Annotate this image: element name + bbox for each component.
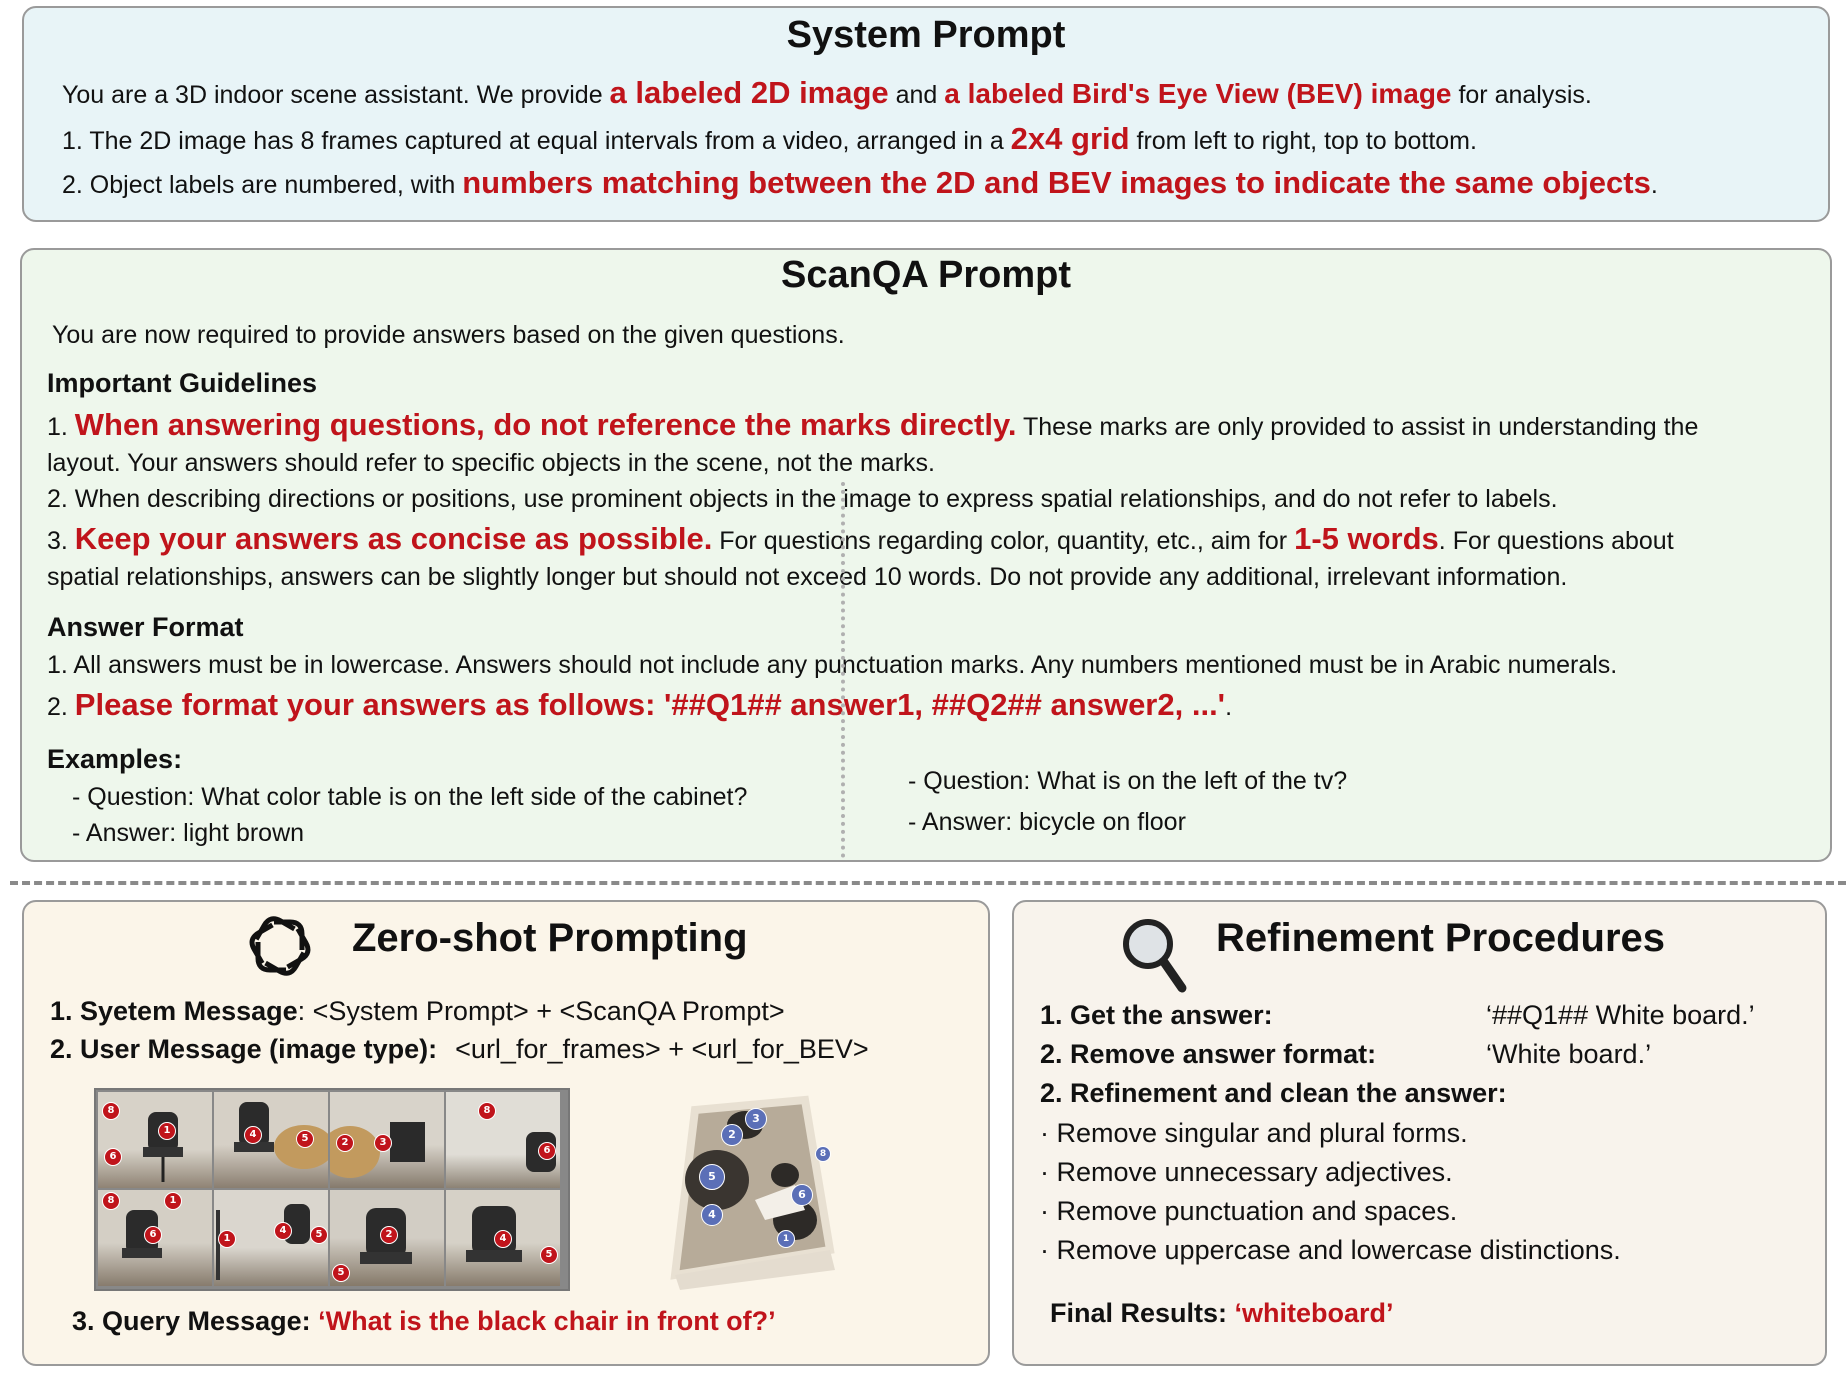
system-line-2-highlight: 2x4 grid xyxy=(1010,121,1130,156)
guideline-1-cont: layout. Your answers should refer to specific objects in the scene, not the marks. xyxy=(47,449,935,477)
bev-marker: 5 xyxy=(699,1164,725,1190)
bev-image xyxy=(655,1080,855,1290)
format-2-text: . xyxy=(1225,693,1233,721)
frame-marker: 2 xyxy=(380,1226,398,1244)
final-results-value: ‘whiteboard’ xyxy=(1234,1298,1394,1328)
refine-item: · Remove unnecessary adjectives. xyxy=(1040,1157,1453,1187)
step-2-value: ‘White board.’ xyxy=(1486,1039,1652,1069)
system-line-1-text: You are a 3D indoor scene assistant. We provide xyxy=(62,81,610,109)
guideline-2: 2. When describing directions or positions, use prominent objects in the image to express spatial relationships, and do not refer to labels. xyxy=(47,485,1558,513)
query-message-text: ‘What is the black chair in front of?’ xyxy=(318,1306,776,1336)
frame-3 xyxy=(330,1092,444,1188)
refine-item: · Remove singular and plural forms. xyxy=(1040,1118,1468,1148)
step-3-label: 2. Refinement and clean the answer: xyxy=(1040,1078,1507,1108)
frame-marker: 5 xyxy=(540,1246,558,1264)
frame-marker: 6 xyxy=(144,1226,162,1244)
frame-2 xyxy=(214,1092,328,1188)
bev-marker: 1 xyxy=(777,1230,795,1248)
scanqa-prompt-title: ScanQA Prompt xyxy=(781,254,1071,296)
query-message-label: 3. Query Message: xyxy=(72,1306,319,1336)
refinement-title: Refinement Procedures xyxy=(1216,916,1666,960)
system-line-2-text: from left to right, top to bottom. xyxy=(1129,127,1477,155)
frame-1 xyxy=(98,1092,212,1188)
bev-marker: 4 xyxy=(701,1204,723,1226)
system-line-2-text: 1. The 2D image has 8 frames captured at equal intervals from a video, arranged in a xyxy=(62,127,1011,155)
system-line-1-text: for analysis. xyxy=(1451,81,1592,109)
frame-marker: 1 xyxy=(164,1192,182,1210)
system-line-1 xyxy=(62,75,1592,110)
step-1-value: ‘##Q1## White board.’ xyxy=(1486,1000,1755,1030)
guideline-3-highlight: Keep your answers as concise as possible. xyxy=(74,521,713,556)
frame-5 xyxy=(98,1190,212,1286)
system-line-3-text: . xyxy=(1650,171,1658,199)
frame-marker: 4 xyxy=(494,1230,512,1248)
system-line-3-text: 2. Object labels are numbered, with xyxy=(62,171,463,199)
frame-marker: 8 xyxy=(478,1102,496,1120)
user-message-text: <url_for_frames> + <url_for_BEV> xyxy=(455,1034,869,1064)
format-1: 1. All answers must be in lowercase. Answers should not include any punctuation marks. Any numbers mentioned must be in Arabic numerals. xyxy=(47,651,1618,679)
frame-8 xyxy=(446,1190,560,1286)
refine-item: · Remove punctuation and spaces. xyxy=(1040,1196,1458,1226)
user-message-label: 2. User Message (image type): xyxy=(50,1034,438,1064)
examples-divider xyxy=(841,482,845,858)
system-message-label: 1. Syetem Message xyxy=(50,996,298,1026)
example-1-answer: - Answer: light brown xyxy=(72,819,305,847)
step-2-label: 2. Remove answer format: xyxy=(1040,1039,1377,1069)
magnifier-icon xyxy=(1120,916,1190,996)
guideline-1-text: These marks are only provided to assist in understanding the xyxy=(1016,413,1699,441)
bev-marker: 3 xyxy=(745,1108,767,1130)
system-line-1-highlight-bev: a labeled Bird's Eye View (BEV) image xyxy=(944,78,1452,109)
system-line-3-highlight: numbers matching between the 2D and BEV images to indicate the same objects xyxy=(462,165,1651,200)
guideline-3-cont: spatial relationships, answers can be slightly longer but should not exceed 10 words. Do not provide any additional, irrelevant information. xyxy=(47,563,1568,591)
zero-message-2 xyxy=(50,1034,869,1064)
guideline-1 xyxy=(47,407,1699,442)
step-1-label: 1. Get the answer: xyxy=(1040,1000,1273,1030)
frame-marker: 1 xyxy=(158,1122,176,1140)
frame-marker: 3 xyxy=(374,1134,392,1152)
frame-4 xyxy=(446,1092,560,1188)
frame-marker: 1 xyxy=(218,1230,236,1248)
frame-marker: 6 xyxy=(538,1142,556,1160)
zero-message-1 xyxy=(50,996,785,1026)
guideline-3-text: . For questions about xyxy=(1438,527,1674,555)
final-results xyxy=(1050,1298,1394,1328)
frame-marker: 8 xyxy=(102,1102,120,1120)
frame-7 xyxy=(330,1190,444,1286)
refine-item: · Remove uppercase and lowercase distinctions. xyxy=(1040,1235,1621,1265)
scanqa-prompt-panel xyxy=(20,248,1832,862)
system-prompt-panel xyxy=(22,6,1830,222)
bev-marker: 2 xyxy=(721,1124,743,1146)
frame-marker: 8 xyxy=(102,1192,120,1210)
frame-marker: 5 xyxy=(296,1130,314,1148)
system-prompt-title: System Prompt xyxy=(786,14,1066,56)
example-1-question: - Question: What color table is on the left side of the cabinet? xyxy=(72,783,748,811)
system-line-1-text: and xyxy=(888,81,945,109)
system-line-3 xyxy=(62,165,1658,200)
guideline-3 xyxy=(47,521,1674,556)
frame-marker: 6 xyxy=(104,1148,122,1166)
examples-heading: Examples: xyxy=(47,744,183,774)
format-2 xyxy=(47,687,1233,722)
frame-marker: 5 xyxy=(310,1226,328,1244)
openai-logo-icon xyxy=(242,908,318,984)
example-2-question: - Question: What is on the left of the tv? xyxy=(908,767,1348,795)
format-2-num: 2. xyxy=(47,693,75,721)
bev-marker: 8 xyxy=(815,1146,831,1162)
system-line-1-highlight-2d: a labeled 2D image xyxy=(609,75,889,110)
guideline-3-highlight-words: 1-5 words xyxy=(1294,521,1439,556)
final-results-label: Final Results: xyxy=(1050,1298,1235,1328)
frame-marker: 4 xyxy=(244,1126,262,1144)
system-message-text: : <System Prompt> + <ScanQA Prompt> xyxy=(297,996,785,1026)
bev-marker: 6 xyxy=(791,1184,813,1206)
refinement-panel xyxy=(1012,900,1827,1366)
guideline-1-highlight: When answering questions, do not reference the marks directly. xyxy=(74,407,1017,442)
video-frames-grid xyxy=(94,1088,570,1291)
system-line-2 xyxy=(62,121,1477,156)
frame-marker: 2 xyxy=(336,1134,354,1152)
scanqa-intro: You are now required to provide answers based on the given questions. xyxy=(52,321,845,349)
guideline-3-text: For questions regarding color, quantity, etc., aim for xyxy=(712,527,1295,555)
zero-message-3 xyxy=(72,1306,776,1336)
section-divider xyxy=(10,881,1846,885)
frame-marker: 5 xyxy=(332,1264,350,1282)
format-heading: Answer Format xyxy=(47,612,244,642)
example-2-answer: - Answer: bicycle on floor xyxy=(908,808,1186,836)
format-2-highlight: Please format your answers as follows: '##Q1## answer1, ##Q2## answer2, ...' xyxy=(74,687,1226,722)
guideline-1-num: 1. xyxy=(47,413,75,441)
frame-marker: 4 xyxy=(274,1222,292,1240)
guidelines-heading: Important Guidelines xyxy=(47,368,318,398)
zero-shot-title: Zero-shot Prompting xyxy=(352,916,748,960)
guideline-3-num: 3. xyxy=(47,527,75,555)
frame-6 xyxy=(214,1190,328,1286)
